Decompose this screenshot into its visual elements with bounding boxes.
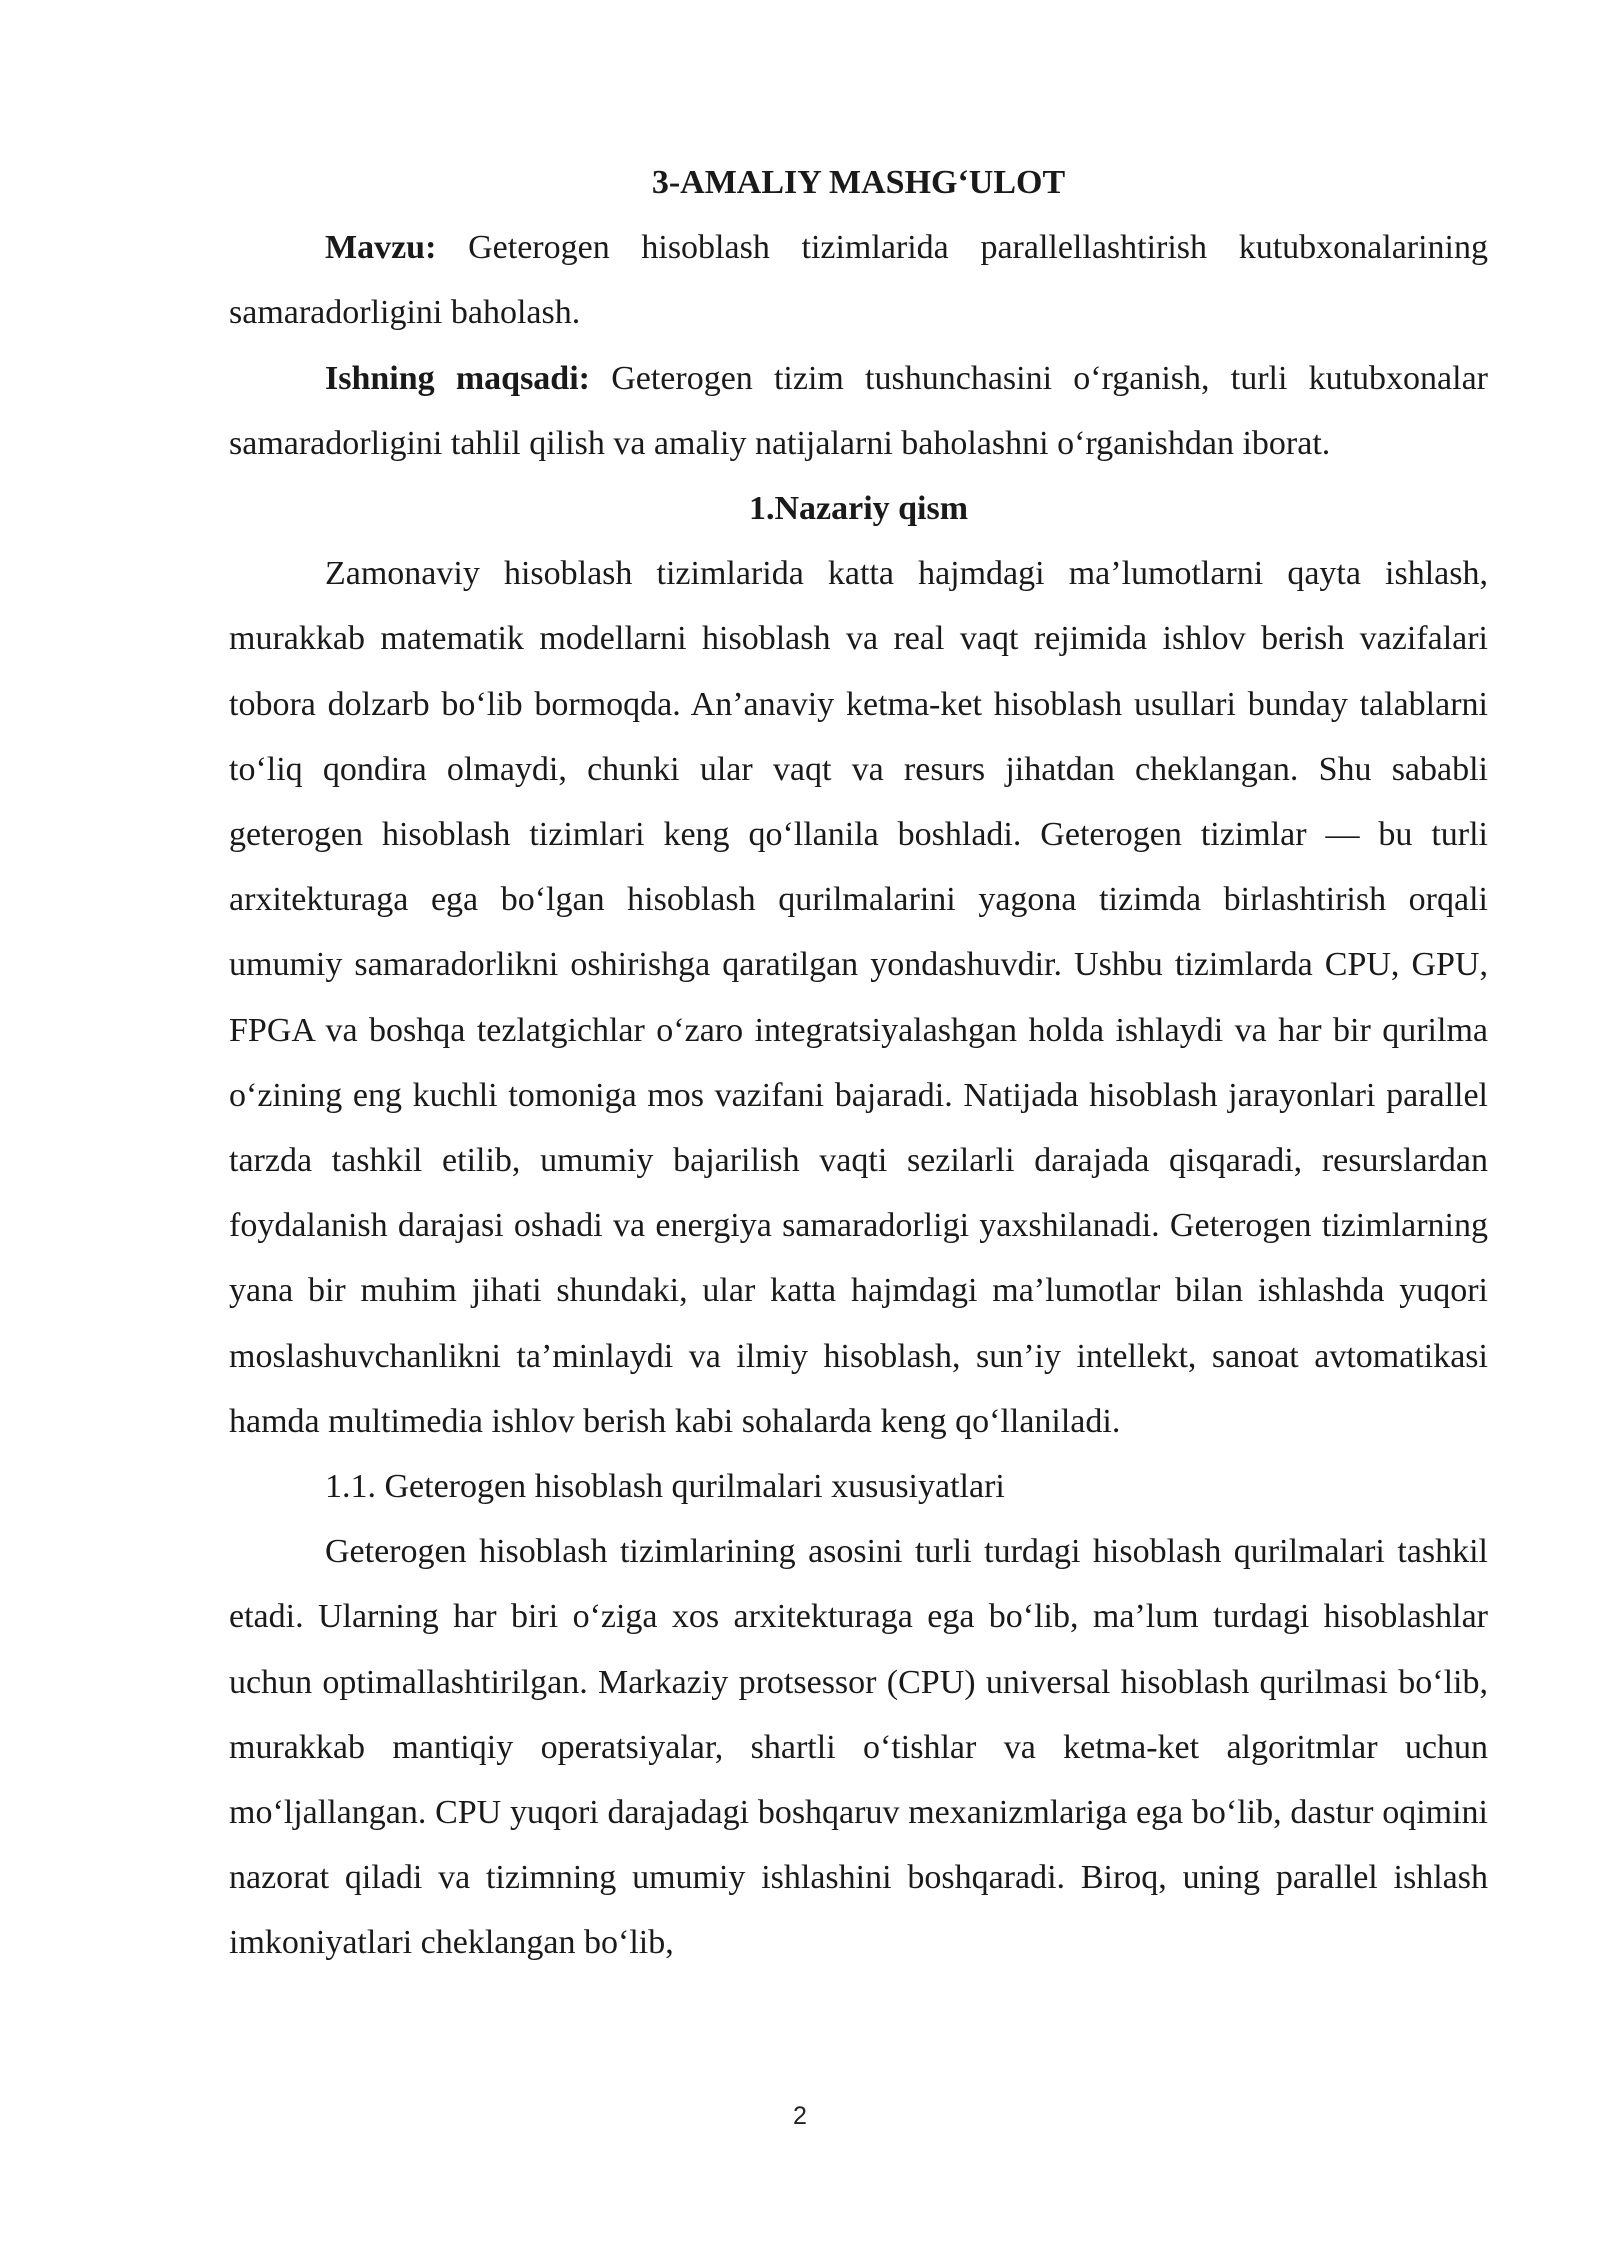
topic-paragraph [229, 215, 1488, 345]
topic-label: Mavzu: [325, 229, 437, 267]
topic-text: Geterogen hisoblash tizimlarida parallellashtirish kutubxonalarining samaradorligini baholash. [229, 229, 1489, 332]
theory-paragraph: Zamonaviy hisoblash tizimlarida katta hajmdagi ma’lumotlarni qayta ishlash, murakkab matematik modellarni hisoblash va real vaqt rejimida ishlov berish vazifalari tobora dolzarb bo‘lib bormoqda. An’anaviy ketma-ket hisoblash usullari bunday talablarni to‘liq qondira olmaydi, chunki ular vaqt va resurs jihatdan cheklangan. Shu sababli geterogen hisoblash tizimlari keng qo‘llanila boshladi. Geterogen tizimlar — bu turli arxitekturaga ega bo‘lgan hisoblash qurilmalarini yagona tizimda birlashtirish orqali umumiy samaradorlikni oshirishga qaratilgan yondashuvdir. Ushbu tizimlarda CPU, GPU, FPGA va boshqa tezlatgichlar o‘zaro integratsiyalashgan holda ishlaydi va har bir qurilma o‘zining eng kuchli tomoniga mos vazifani bajaradi. Natijada hisoblash jarayonlari parallel tarzda tashkil etilib, umumiy bajarilish vaqti sezilarli darajada qisqaradi, resurslardan foydalanish darajasi oshadi va energiya samaradorligi yaxshilanadi. Geterogen tizimlarning yana bir muhim jihati shundaki, ular katta hajmdagi ma’lumotlar bilan ishlashda yuqori moslashuvchanlikni ta’minlaydi va ilmiy hisoblash, sun’iy intellekt, sanoat avtomatikasi hamda multimedia ishlov berish kabi sohalarda keng qo‘llaniladi. [229, 555, 1488, 1440]
page-number: 2 [793, 2102, 807, 2130]
goal-label: Ishning maqsadi: [325, 359, 590, 397]
document-title: 3-AMALIY MASHG‘ULOT [651, 164, 1066, 201]
goal-paragraph [229, 346, 1488, 476]
page-content [229, 150, 1488, 1976]
section-heading: 1.Nazariy qism [748, 490, 969, 528]
devices-paragraph: Geterogen hisoblash tizimlarining asosini turli turdagi hisoblash qurilmalari tashkil etadi. Ularning har biri o‘ziga xos arxitekturaga ega bo‘lib, ma’lum turdagi hisoblashlar uchun optimallashtirilgan. Markaziy protsessor (CPU) universal hisoblash qurilmasi bo‘lib, murakkab mantiqiy operatsiyalar, shartli o‘tishlar va ketma-ket algoritmlar uchun mo‘ljallangan. CPU yuqori darajadagi boshqaruv mexanizmlariga ega bo‘lib, dastur oqimini nazorat qiladi va tizimning umumiy ishlashini boshqaradi. Biroq, uning parallel ishlash imkoniyatlari cheklangan bo‘lib, [229, 1533, 1488, 1962]
subsection-heading: 1.1. Geterogen hisoblash qurilmalari xususiyatlari [325, 1468, 1005, 1506]
goal-text: Geterogen tizim tushunchasini o‘rganish, turli kutubxonalar samaradorligini tahlil qilish va amaliy natijalarni baholashni o‘rganishdan iborat. [229, 359, 1489, 462]
